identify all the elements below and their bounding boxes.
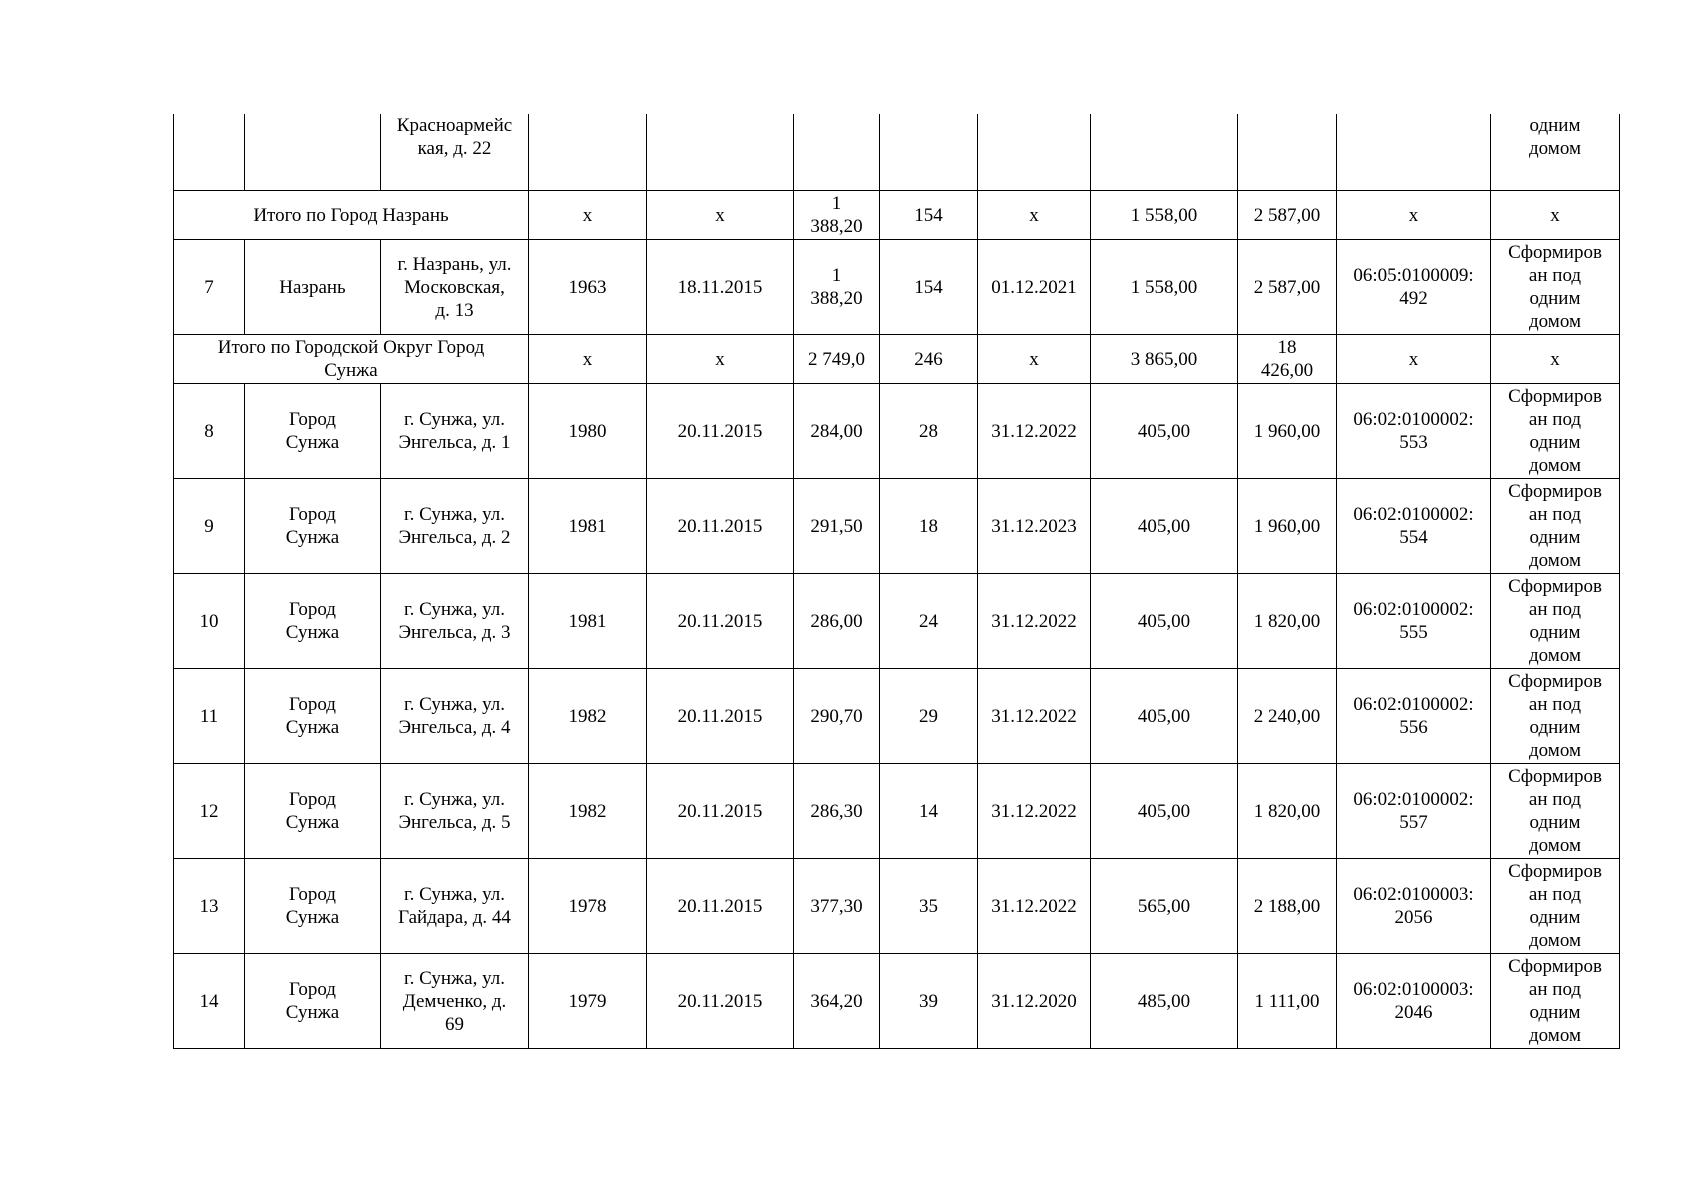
cell-cadastral: 06:02:0100003: 2056 xyxy=(1337,859,1491,954)
cell-cadastral: 06:02:0100002: 554 xyxy=(1337,479,1491,574)
cell-num: 8 xyxy=(174,384,245,479)
cell-cadastral: 06:02:0100002: 557 xyxy=(1337,764,1491,859)
cell-num: 7 xyxy=(174,240,245,335)
cell-address: г. Назрань, ул. Московская, д. 13 xyxy=(381,240,529,335)
cell-residents: 18 xyxy=(880,479,978,574)
cell-land: 3 865,00 xyxy=(1091,335,1238,384)
table-body xyxy=(174,114,1620,1049)
cell-city: Город Сунжа xyxy=(245,574,381,669)
cell-city: Город Сунжа xyxy=(245,669,381,764)
cell-plan-date: 01.12.2021 xyxy=(978,240,1091,335)
cell-residents: 154 xyxy=(880,191,978,240)
cell-date: х xyxy=(647,335,794,384)
cell-cost: 18 426,00 xyxy=(1238,335,1337,384)
cell-num: 11 xyxy=(174,669,245,764)
subtotal-label: Итого по Город Назрань xyxy=(174,191,529,240)
cell-date: 18.11.2015 xyxy=(647,240,794,335)
cell-status: х xyxy=(1491,335,1620,384)
cell-cost: 1 960,00 xyxy=(1238,384,1337,479)
cell-cost: 2 188,00 xyxy=(1238,859,1337,954)
cell-status: одним домом xyxy=(1491,114,1620,191)
cell-residents: 246 xyxy=(880,335,978,384)
cell-date: х xyxy=(647,191,794,240)
cell-date: 20.11.2015 xyxy=(647,574,794,669)
cell-city: Город Сунжа xyxy=(245,859,381,954)
cell-address: г. Сунжа, ул. Энгельса, д. 3 xyxy=(381,574,529,669)
cell-year: 1981 xyxy=(529,479,647,574)
cell-area xyxy=(794,114,880,191)
cell-cadastral: 06:02:0100003: 2046 xyxy=(1337,954,1491,1049)
cell-num xyxy=(174,114,245,191)
cell-land: 405,00 xyxy=(1091,384,1238,479)
table-row xyxy=(174,384,1620,479)
cell-land: 485,00 xyxy=(1091,954,1238,1049)
cell-plan-date xyxy=(978,114,1091,191)
cell-address: г. Сунжа, ул. Энгельса, д. 1 xyxy=(381,384,529,479)
cell-plan-date: 31.12.2022 xyxy=(978,764,1091,859)
cell-plan-date: 31.12.2020 xyxy=(978,954,1091,1049)
table-row xyxy=(174,114,1620,191)
cell-residents xyxy=(880,114,978,191)
cell-num: 9 xyxy=(174,479,245,574)
cell-city: Город Сунжа xyxy=(245,479,381,574)
subtotal-row-sunzha xyxy=(174,335,1620,384)
cell-status: Сформиров ан под одним домом xyxy=(1491,479,1620,574)
cell-area: 1 388,20 xyxy=(794,191,880,240)
cell-cost: 1 820,00 xyxy=(1238,574,1337,669)
cell-address: г. Сунжа, ул. Гайдара, д. 44 xyxy=(381,859,529,954)
cell-residents: 14 xyxy=(880,764,978,859)
cell-year: 1980 xyxy=(529,384,647,479)
cell-city xyxy=(245,114,381,191)
cell-plan-date: х xyxy=(978,191,1091,240)
cell-num: 12 xyxy=(174,764,245,859)
cell-plan-date: 31.12.2022 xyxy=(978,384,1091,479)
cell-plan-date: х xyxy=(978,335,1091,384)
cell-area: 284,00 xyxy=(794,384,880,479)
cell-area: 377,30 xyxy=(794,859,880,954)
cell-land: 1 558,00 xyxy=(1091,240,1238,335)
cell-cost: 1 960,00 xyxy=(1238,479,1337,574)
table-row xyxy=(174,479,1620,574)
cell-date: 20.11.2015 xyxy=(647,954,794,1049)
cell-year: 1982 xyxy=(529,764,647,859)
cell-status: Сформиров ан под одним домом xyxy=(1491,240,1620,335)
cell-area: 1 388,20 xyxy=(794,240,880,335)
cell-status: Сформиров ан под одним домом xyxy=(1491,954,1620,1049)
cell-year xyxy=(529,114,647,191)
cell-status: х xyxy=(1491,191,1620,240)
cell-cadastral: 06:02:0100002: 553 xyxy=(1337,384,1491,479)
cell-residents: 39 xyxy=(880,954,978,1049)
cell-cadastral: 06:02:0100002: 555 xyxy=(1337,574,1491,669)
cell-land: 565,00 xyxy=(1091,859,1238,954)
cell-cadastral xyxy=(1337,114,1491,191)
cell-date: 20.11.2015 xyxy=(647,669,794,764)
cell-status: Сформиров ан под одним домом xyxy=(1491,574,1620,669)
cell-area: 286,00 xyxy=(794,574,880,669)
cell-year: х xyxy=(529,191,647,240)
subtotal-label: Итого по Городской Округ Город Сунжа xyxy=(174,335,529,384)
cell-city: Город Сунжа xyxy=(245,764,381,859)
cell-land: 405,00 xyxy=(1091,479,1238,574)
table-row xyxy=(174,669,1620,764)
cell-residents: 28 xyxy=(880,384,978,479)
cell-address: г. Сунжа, ул. Энгельса, д. 4 xyxy=(381,669,529,764)
cell-cost: 2 587,00 xyxy=(1238,191,1337,240)
cell-cost: 1 820,00 xyxy=(1238,764,1337,859)
table-row xyxy=(174,574,1620,669)
cell-residents: 35 xyxy=(880,859,978,954)
cell-plan-date: 31.12.2023 xyxy=(978,479,1091,574)
table-row xyxy=(174,859,1620,954)
table-row xyxy=(174,954,1620,1049)
cell-address: г. Сунжа, ул. Демченко, д. 69 xyxy=(381,954,529,1049)
cell-residents: 29 xyxy=(880,669,978,764)
cell-num: 14 xyxy=(174,954,245,1049)
cell-area: 2 749,0 xyxy=(794,335,880,384)
cell-address: Красноармейс кая, д. 22 xyxy=(381,114,529,191)
cell-land: 405,00 xyxy=(1091,669,1238,764)
cell-date: 20.11.2015 xyxy=(647,384,794,479)
cell-status: Сформиров ан под одним домом xyxy=(1491,384,1620,479)
cell-year: 1978 xyxy=(529,859,647,954)
cell-date: 20.11.2015 xyxy=(647,479,794,574)
cell-year: 1981 xyxy=(529,574,647,669)
cell-status: Сформиров ан под одним домом xyxy=(1491,859,1620,954)
housing-register-table xyxy=(173,114,1620,1049)
cell-cost: 1 111,00 xyxy=(1238,954,1337,1049)
cell-city: Город Сунжа xyxy=(245,954,381,1049)
cell-year: 1979 xyxy=(529,954,647,1049)
cell-year: 1963 xyxy=(529,240,647,335)
cell-residents: 24 xyxy=(880,574,978,669)
cell-cadastral: 06:02:0100002: 556 xyxy=(1337,669,1491,764)
cell-plan-date: 31.12.2022 xyxy=(978,669,1091,764)
cell-cost xyxy=(1238,114,1337,191)
cell-area: 286,30 xyxy=(794,764,880,859)
cell-cost: 2 240,00 xyxy=(1238,669,1337,764)
cell-date xyxy=(647,114,794,191)
cell-land: 405,00 xyxy=(1091,574,1238,669)
cell-plan-date: 31.12.2022 xyxy=(978,574,1091,669)
cell-cadastral: 06:05:0100009: 492 xyxy=(1337,240,1491,335)
table-row xyxy=(174,764,1620,859)
cell-address: г. Сунжа, ул. Энгельса, д. 2 xyxy=(381,479,529,574)
cell-num: 10 xyxy=(174,574,245,669)
cell-land: 1 558,00 xyxy=(1091,191,1238,240)
cell-num: 13 xyxy=(174,859,245,954)
cell-cadastral: х xyxy=(1337,335,1491,384)
cell-cadastral: х xyxy=(1337,191,1491,240)
cell-plan-date: 31.12.2022 xyxy=(978,859,1091,954)
cell-residents: 154 xyxy=(880,240,978,335)
cell-date: 20.11.2015 xyxy=(647,859,794,954)
cell-status: Сформиров ан под одним домом xyxy=(1491,764,1620,859)
cell-land xyxy=(1091,114,1238,191)
cell-date: 20.11.2015 xyxy=(647,764,794,859)
cell-status: Сформиров ан под одним домом xyxy=(1491,669,1620,764)
cell-address: г. Сунжа, ул. Энгельса, д. 5 xyxy=(381,764,529,859)
cell-city: Назрань xyxy=(245,240,381,335)
cell-cost: 2 587,00 xyxy=(1238,240,1337,335)
cell-area: 291,50 xyxy=(794,479,880,574)
subtotal-row-nazran xyxy=(174,191,1620,240)
cell-land: 405,00 xyxy=(1091,764,1238,859)
table-row xyxy=(174,240,1620,335)
cell-city: Город Сунжа xyxy=(245,384,381,479)
cell-year: х xyxy=(529,335,647,384)
cell-area: 290,70 xyxy=(794,669,880,764)
cell-year: 1982 xyxy=(529,669,647,764)
cell-area: 364,20 xyxy=(794,954,880,1049)
